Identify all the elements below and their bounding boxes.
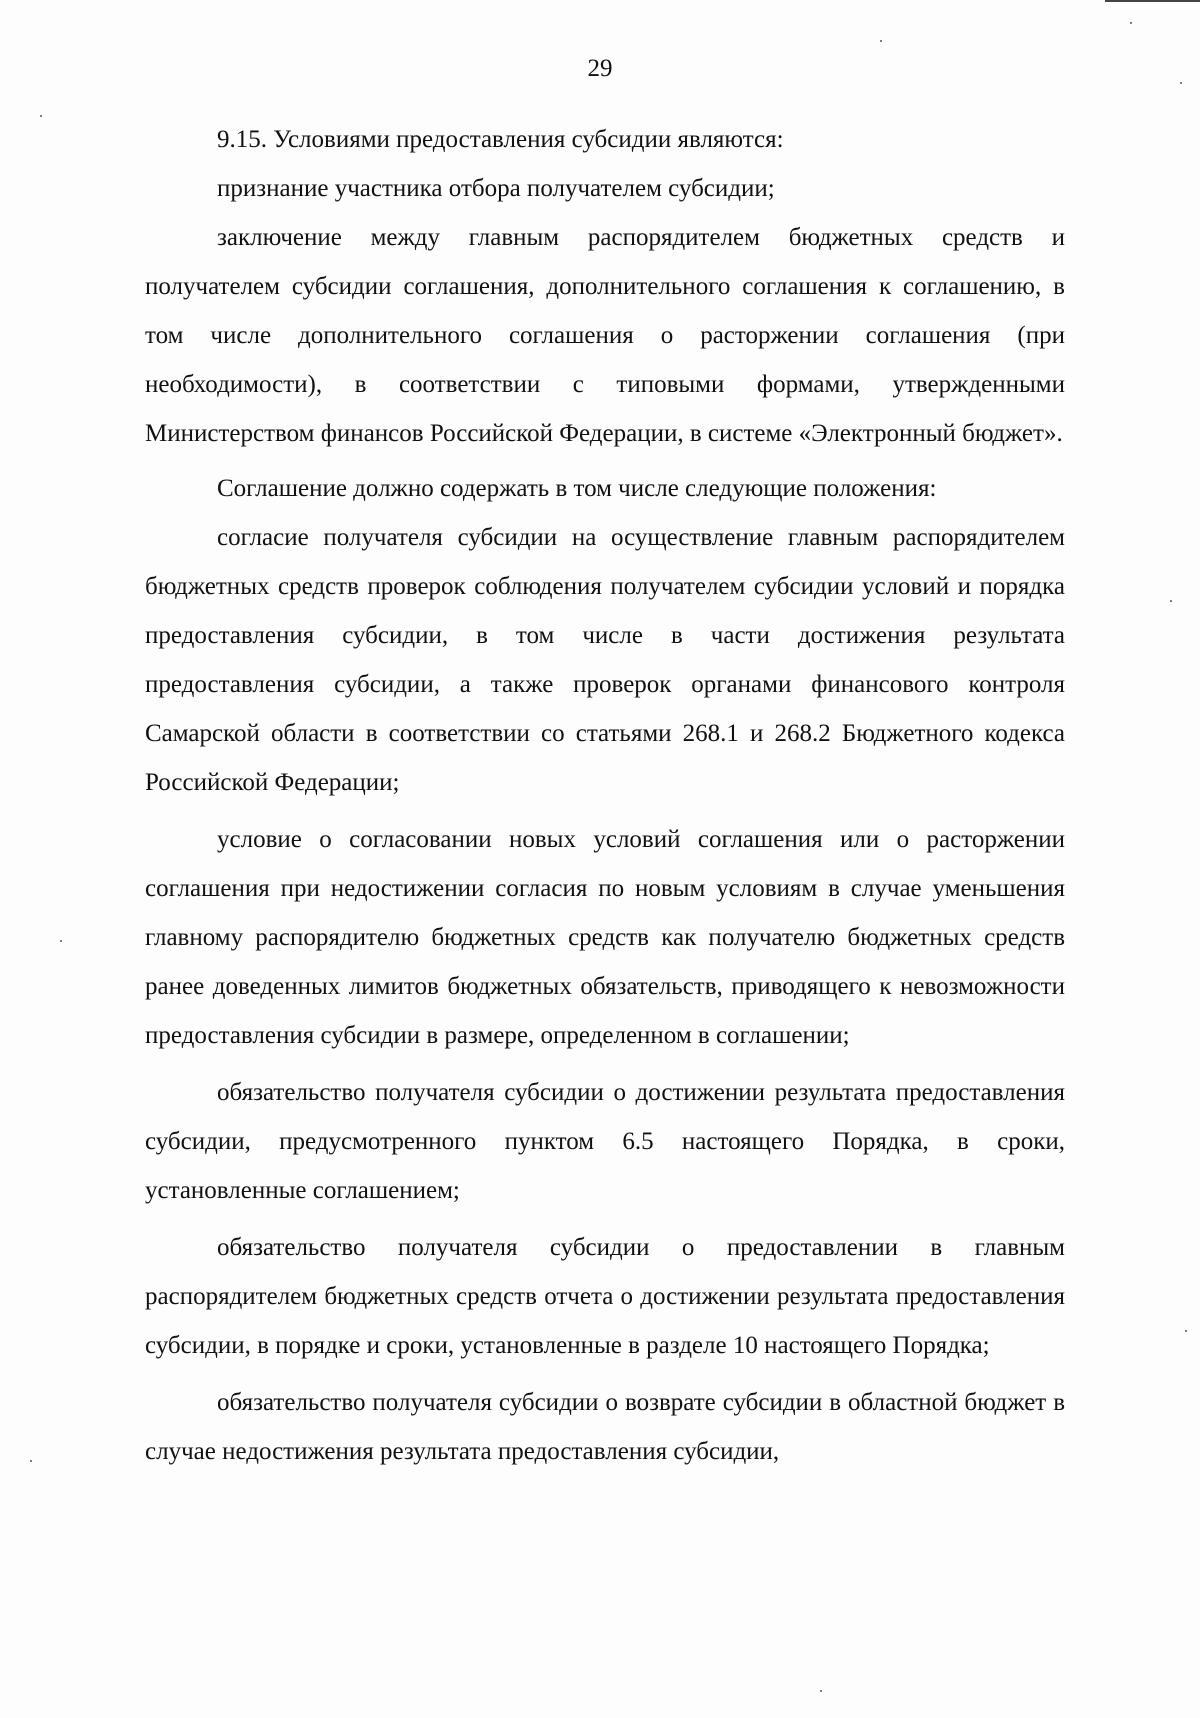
paragraph: обязательство получателя субсидии о предоставлении в главным распорядителем бюджетных средств отчета о достижении результата предоставления субсидии, в порядке и сроки, установленные в разделе 10 настоящего Порядка; [145, 1234, 1065, 1359]
scan-edge-mark [1105, 0, 1200, 2]
paragraph: признание участника отбора получателем субсидии; [217, 175, 775, 202]
scan-speck [1130, 22, 1132, 24]
scan-speck [40, 115, 42, 117]
scan-speck [820, 1690, 822, 1692]
scan-speck [1170, 600, 1172, 602]
scan-speck [880, 40, 882, 42]
paragraph: обязательство получателя субсидии о достижении результата предоставления субсидии, предусмотренного пунктом 6.5 настоящего Порядка, в сроки, установленные соглашением; [145, 1079, 1065, 1204]
scan-speck [60, 940, 62, 942]
paragraph: обязательство получателя субсидии о возврате субсидии в областной бюджет в случае недостижения результата предоставления субсидии, [145, 1389, 1065, 1465]
scan-speck [1185, 1330, 1187, 1332]
scan-speck [1180, 82, 1182, 84]
scan-speck [30, 1460, 32, 1462]
page-number: 29 [587, 55, 613, 82]
paragraph: заключение между главным распорядителем бюджетных средств и получателем субсидии соглашения, дополнительного соглашения к соглашению, в том числе дополнительного соглашения о расторжении соглашения (при необходимости), в соответствии с типовыми формами, утвержденными Министерством финансов Российской Федерации, в системе «Электронный бюджет». [145, 224, 1065, 447]
paragraph: Соглашение должно содержать в том числе следующие положения: [217, 475, 937, 502]
paragraph: согласие получателя субсидии на осуществление главным распорядителем бюджетных средств проверок соблюдения получателем субсидии условий и порядка предоставления субсидии, в том числе в части достижения результата предоставления субсидии, а также проверок органами финансового контроля Самарской области в соответствии со статьями 268.1 и 268.2 Бюджетного кодекса Российской Федерации; [145, 524, 1065, 796]
paragraph-clause-heading: 9.15. Условиями предоставления субсидии являются: [217, 126, 784, 153]
paragraph: условие о согласовании новых условий соглашения или о расторжении соглашения при недостижении согласия по новым условиям в случае уменьшения главному распорядителю бюджетных средств как получателю бюджетных средств ранее доведенных лимитов бюджетных обязательств, приводящего к невозможности предоставления субсидии в размере, определенном в соглашении; [145, 826, 1065, 1049]
document-body [145, 115, 1065, 1476]
